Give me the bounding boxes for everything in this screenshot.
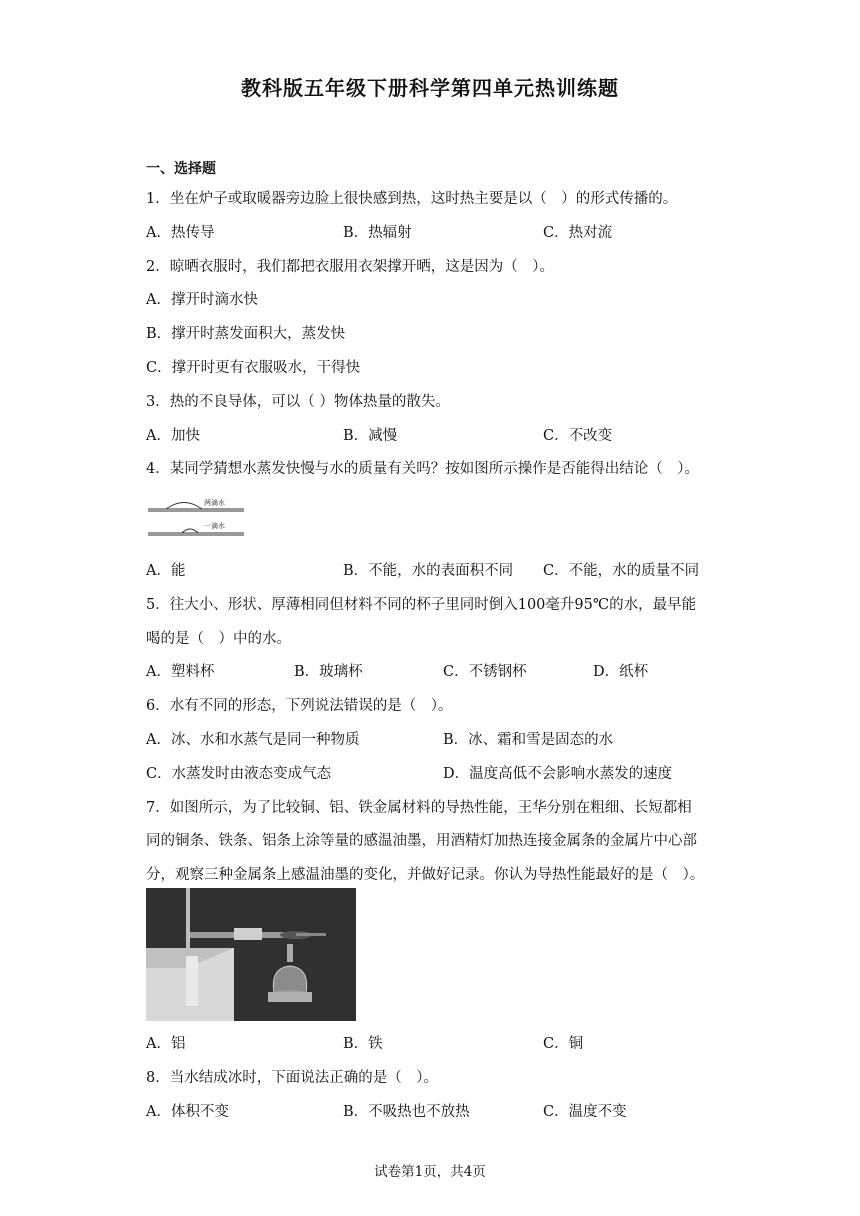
question-5-stem-line2: 喝的是（ ）中的水。 — [146, 631, 291, 647]
water-drops-figure — [146, 496, 246, 542]
page-footer: 试卷第1页，共4页 — [374, 1164, 486, 1180]
question-6-stem: 6．水有不同的形态，下列说法错误的是（ ）。 — [146, 698, 453, 714]
question-5-stem-line1: 5．往大小、形状、厚薄相同但材料不同的杯子里同时倒入100毫升95℃的水，最早能 — [146, 597, 697, 613]
q3-option-a: A．加快 — [146, 428, 200, 444]
question-2-stem: 2．晾晒衣服时，我们都把衣服用衣架撑开晒，这是因为（ ）。 — [146, 259, 554, 275]
question-8-stem: 8．当水结成冰时，下面说法正确的是（ ）。 — [146, 1070, 438, 1086]
section-heading: 一、选择题 — [146, 161, 216, 177]
q1-option-c: C．热对流 — [543, 225, 613, 241]
q6-option-b: B．冰、霜和雪是固态的水 — [443, 732, 614, 748]
q7-option-c: C．铜 — [543, 1036, 584, 1052]
q5-option-a: A．塑料杯 — [146, 664, 215, 680]
question-3-stem: 3．热的不良导体，可以（ ）物体热量的散失。 — [146, 394, 450, 410]
q5-option-d: D．纸杯 — [593, 664, 649, 680]
question-1-stem: 1．坐在炉子或取暖器旁边脸上很快感到热，这时热主要是以（ ）的形式传播的。 — [146, 191, 678, 207]
q4-option-c: C．不能，水的质量不同 — [543, 563, 700, 579]
q4-option-a: A．能 — [146, 563, 186, 579]
q6-option-a: A．冰、水和水蒸气是同一种物质 — [146, 732, 360, 748]
q8-option-b: B．不吸热也不放热 — [343, 1104, 470, 1120]
q1-option-a: A．热传导 — [146, 225, 215, 241]
q6-option-c: C．水蒸发时由液态变成气态 — [146, 766, 332, 782]
q8-option-a: A．体积不变 — [146, 1104, 229, 1120]
q6-option-d: D．温度高低不会影响水蒸发的速度 — [443, 766, 673, 782]
alcohol-lamp-experiment-photo — [146, 888, 356, 1021]
question-7-stem-line1: 7．如图所示，为了比较铜、铝、铁金属材料的导热性能，王华分别在粗细、长短都相 — [146, 800, 692, 816]
q5-option-c: C．不锈钢杯 — [443, 664, 527, 680]
q7-option-a: A．铝 — [146, 1036, 186, 1052]
question-4-stem: 4．某同学猜想水蒸发快慢与水的质量有关吗？按如图所示操作是否能得出结论（ ）。 — [146, 461, 699, 477]
q5-option-b: B．玻璃杯 — [294, 664, 363, 680]
q4-option-b: B．不能，水的表面积不同 — [343, 563, 514, 579]
q2-option-b: B．撑开时蒸发面积大，蒸发快 — [146, 326, 346, 342]
q2-option-a: A．撑开时滴水快 — [146, 292, 258, 308]
q2-option-c: C．撑开时更有衣服吸水，干得快 — [146, 360, 361, 376]
q3-option-c: C．不改变 — [543, 428, 613, 444]
q7-option-b: B．铁 — [343, 1036, 383, 1052]
q3-option-b: B．减慢 — [343, 428, 398, 444]
question-7-stem-line2: 同的铜条、铁条、铝条上涂等量的感温油墨，用酒精灯加热连接金属条的金属片中心部 — [146, 833, 697, 849]
q8-option-c: C．温度不变 — [543, 1104, 627, 1120]
fig-label-one-drop: 一滴水 — [204, 522, 225, 530]
question-7-stem-line3: 分，观察三种金属条上感温油墨的变化，并做好记录。你认为导热性能最好的是（ ）。 — [146, 867, 705, 883]
page-title: 教科版五年级下册科学第四单元热训练题 — [241, 76, 619, 100]
fig-label-two-drops: 两滴水 — [204, 499, 225, 507]
q1-option-b: B．热辐射 — [343, 225, 412, 241]
